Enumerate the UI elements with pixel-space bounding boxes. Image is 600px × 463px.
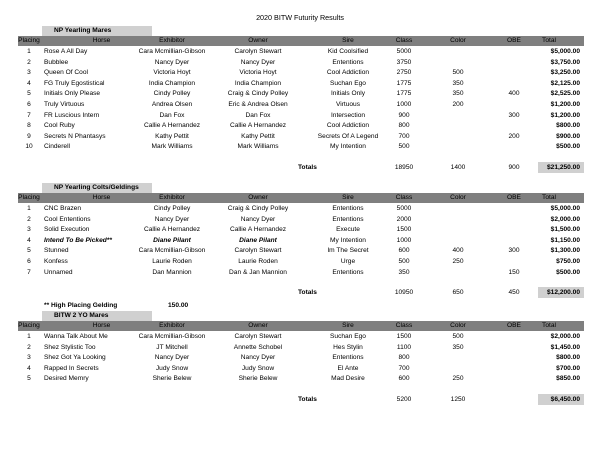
column-header-color: Color <box>450 194 466 201</box>
column-header-exhibitor: Exhibitor <box>159 194 185 201</box>
cell-horse: Stunned <box>44 247 69 255</box>
cell-class: 800 <box>398 122 410 130</box>
cell-owner: Callie A Hernandez <box>229 226 287 234</box>
cell-horse: Queen Of Cool <box>44 69 88 77</box>
cell-exhibitor: JT Mitchell <box>156 343 188 351</box>
cell-total: $1,300.00 <box>550 247 580 255</box>
cell-placing: 4 <box>27 364 31 372</box>
table-header-row <box>18 36 584 46</box>
cell-exhibitor: Laurie Roden <box>152 258 192 265</box>
cell-owner: Nancy Dyer <box>240 215 276 223</box>
cell-placing: 10 <box>25 143 33 151</box>
cell-class: 700 <box>398 132 410 140</box>
table-row <box>18 100 584 110</box>
table-header-row <box>18 193 584 203</box>
column-header-class: Class <box>395 37 413 44</box>
totals-class: 18950 <box>394 164 414 171</box>
cell-placing: 3 <box>27 226 31 234</box>
cell-color: 200 <box>452 101 464 108</box>
cell-class: 1000 <box>396 236 412 244</box>
cell-owner: Eric & Andrea Olsen <box>228 101 288 108</box>
column-header-placing: Placing <box>18 37 40 44</box>
table-row <box>18 111 584 121</box>
cell-sire: Cool Addiction <box>326 69 370 77</box>
cell-class: 900 <box>398 111 410 119</box>
cell-horse: CNC Brazen <box>44 205 82 212</box>
table-row <box>18 204 584 214</box>
cell-exhibitor: Mark Williams <box>151 143 193 151</box>
cell-placing: 4 <box>27 236 31 244</box>
cell-placing: 7 <box>27 111 31 119</box>
column-header-exhibitor: Exhibitor <box>159 37 185 44</box>
cell-color: 500 <box>452 69 464 77</box>
cell-owner: Nancy Dyer <box>240 354 276 362</box>
cell-total: $500.00 <box>556 143 580 151</box>
totals-obe: 900 <box>508 164 520 171</box>
cell-sire: Ententions <box>332 215 364 223</box>
cell-class: 2750 <box>396 69 412 77</box>
totals-total: $21,250.00 <box>546 164 580 171</box>
cell-exhibitor: Sherie Belew <box>152 375 192 383</box>
cell-exhibitor: Dan Mannion <box>152 268 192 276</box>
cell-class: 600 <box>398 375 410 383</box>
cell-total: $900.00 <box>556 132 580 140</box>
cell-total: $500.00 <box>556 268 580 276</box>
cell-horse: Bubblee <box>44 58 69 66</box>
column-header-class: Class <box>395 194 413 201</box>
cell-sire: Kid Coolsified <box>327 48 369 55</box>
totals-total: $6,450.00 <box>550 396 580 403</box>
cell-placing: 1 <box>27 48 31 55</box>
cell-total: $3,750.00 <box>550 58 580 66</box>
table-row <box>18 257 584 267</box>
cell-total: $1,200.00 <box>550 111 580 119</box>
cell-class: 3750 <box>396 58 412 66</box>
table-row <box>18 89 584 99</box>
cell-horse: Secrets N Phantasys <box>44 132 106 140</box>
cell-exhibitor: Cindy Polley <box>153 90 191 98</box>
cell-total: $700.00 <box>556 364 580 372</box>
cell-owner: India Champion <box>234 79 282 87</box>
cell-owner: Callie A Hernandez <box>229 122 287 130</box>
column-header-sire: Sire <box>342 37 354 44</box>
cell-sire: Execute <box>336 226 360 234</box>
cell-exhibitor: Cindy Polley <box>153 205 191 212</box>
totals-row <box>18 288 584 298</box>
cell-total: $800.00 <box>556 354 580 362</box>
cell-sire: Hes Stylin <box>333 343 363 351</box>
cell-owner: Diane Pilant <box>239 236 277 244</box>
cell-color: 350 <box>452 79 464 87</box>
cell-sire: Suchan Ego <box>330 333 366 340</box>
table-row <box>18 58 584 68</box>
cell-color: 250 <box>452 375 464 383</box>
column-header-owner: Owner <box>248 194 268 201</box>
cell-exhibitor: Diane Pilant <box>153 236 191 244</box>
cell-class: 1500 <box>396 226 412 234</box>
cell-placing: 5 <box>27 375 31 383</box>
table-row <box>18 215 584 225</box>
cell-horse: Shez Got Ya Looking <box>44 354 106 362</box>
cell-exhibitor: Cara Mcmillian-Gibson <box>138 333 206 340</box>
cell-placing: 1 <box>27 205 31 212</box>
table-row <box>18 343 584 353</box>
cell-sire: Suchan Ego <box>330 79 366 87</box>
cell-horse: FG Truly Egostistical <box>44 79 105 87</box>
cell-sire: Im The Secret <box>327 247 369 255</box>
cell-obe: 300 <box>508 247 520 255</box>
cell-class: 1000 <box>396 101 412 108</box>
cell-class: 500 <box>398 143 410 151</box>
table-row <box>18 268 584 278</box>
cell-horse: Wanna Talk About Me <box>44 333 108 340</box>
cell-class: 5000 <box>396 205 412 212</box>
column-header-owner: Owner <box>248 322 268 329</box>
cell-exhibitor: Kathy Pettit <box>155 132 189 140</box>
cell-color: 350 <box>452 90 464 98</box>
cell-exhibitor: India Champion <box>148 79 196 87</box>
cell-owner: Judy Snow <box>241 364 275 372</box>
cell-horse: Cool Ententions <box>44 215 91 223</box>
cell-placing: 1 <box>27 333 31 340</box>
cell-horse: Intend To Be Picked** <box>44 236 112 244</box>
totals-class: 10950 <box>394 289 414 297</box>
column-header-total: Total <box>542 37 556 44</box>
table-row <box>18 47 584 57</box>
cell-obe: 200 <box>508 132 520 140</box>
cell-horse: FR Luscious Intern <box>44 111 100 119</box>
cell-obe: 300 <box>508 111 520 119</box>
cell-placing: 3 <box>27 354 31 362</box>
cell-obe: 150 <box>508 268 520 276</box>
column-header-total: Total <box>542 194 556 201</box>
cell-total: $5,000.00 <box>550 205 580 212</box>
column-header-obe: OBE <box>507 194 521 201</box>
cell-horse: Cool Ruby <box>44 122 75 130</box>
cell-horse: Desired Memry <box>44 375 89 383</box>
cell-class: 800 <box>398 354 410 362</box>
column-header-horse: Horse <box>92 194 111 201</box>
section-title: NP Yearling Mares <box>42 26 152 36</box>
column-header-sire: Sire <box>342 322 354 329</box>
cell-total: $2,000.00 <box>550 333 580 340</box>
cell-placing: 4 <box>27 79 31 87</box>
cell-exhibitor: Cara Mcmillian-Gibson <box>138 247 206 255</box>
column-header-placing: Placing <box>18 322 40 329</box>
cell-placing: 6 <box>27 258 31 265</box>
cell-total: $5,000.00 <box>550 48 580 55</box>
totals-color: 1250 <box>450 396 466 403</box>
cell-exhibitor: Andrea Olsen <box>151 101 193 108</box>
table-row <box>18 374 584 384</box>
totals-label: Totals <box>298 289 317 297</box>
cell-total: $1,200.00 <box>550 101 580 108</box>
cell-horse: Unnamed <box>44 268 73 276</box>
table-row <box>18 332 584 342</box>
cell-horse: Truly Virtuous <box>44 101 85 108</box>
cell-exhibitor: Nancy Dyer <box>154 58 190 66</box>
cell-total: $2,000.00 <box>550 215 580 223</box>
totals-row <box>18 395 584 405</box>
cell-class: 2000 <box>396 215 412 223</box>
cell-horse: Konfess <box>44 258 68 265</box>
column-header-obe: OBE <box>507 322 521 329</box>
cell-sire: My Intention <box>330 236 366 244</box>
cell-total: $850.00 <box>556 375 580 383</box>
cell-owner: Sherie Belew <box>238 375 278 383</box>
column-header-color: Color <box>450 37 466 44</box>
table-row <box>18 236 584 246</box>
cell-owner: Dan & Jan Mannion <box>229 268 287 276</box>
table-header-row <box>18 321 584 331</box>
cell-class: 500 <box>398 258 410 265</box>
column-header-color: Color <box>450 322 466 329</box>
cell-owner: Carolyn Stewart <box>234 247 282 255</box>
column-header-horse: Horse <box>92 322 111 329</box>
cell-total: $3,250.00 <box>550 69 580 77</box>
cell-owner: Carolyn Stewart <box>234 48 282 55</box>
cell-class: 5000 <box>396 48 412 55</box>
cell-sire: Ententions <box>332 205 364 212</box>
cell-owner: Victoria Hoyt <box>239 69 277 77</box>
page-title: 2020 BITW Futurity Results <box>256 13 344 22</box>
cell-color: 350 <box>452 343 464 351</box>
column-header-owner: Owner <box>248 37 268 44</box>
cell-placing: 9 <box>27 132 31 140</box>
note-label: ** High Placing Gelding <box>44 302 118 310</box>
table-row <box>18 353 584 363</box>
cell-placing: 5 <box>27 247 31 255</box>
cell-placing: 7 <box>27 268 31 276</box>
cell-total: $750.00 <box>556 258 580 265</box>
cell-owner: Mark Williams <box>237 143 279 151</box>
cell-placing: 5 <box>27 90 31 98</box>
cell-class: 600 <box>398 247 410 255</box>
table-row <box>18 79 584 89</box>
cell-obe: 400 <box>508 90 520 98</box>
section-title: NP Yearling Colts/Geldings <box>42 183 152 193</box>
cell-total: $1,150.00 <box>550 236 580 244</box>
cell-exhibitor: Judy Snow <box>155 364 189 372</box>
cell-class: 1500 <box>396 333 412 340</box>
totals-label: Totals <box>298 164 317 171</box>
cell-class: 1775 <box>396 79 412 87</box>
table-row <box>18 121 584 131</box>
cell-placing: 6 <box>27 101 31 108</box>
totals-obe: 450 <box>508 289 520 297</box>
cell-color: 250 <box>452 258 464 265</box>
cell-owner: Laurie Roden <box>238 258 278 265</box>
table-row <box>18 246 584 256</box>
cell-exhibitor: Callie A Hernandez <box>143 226 201 234</box>
cell-horse: Rapped In Secrets <box>44 364 99 372</box>
cell-sire: Mad Desire <box>331 375 365 383</box>
cell-sire: Ententions <box>332 268 364 276</box>
cell-horse: Cinderell <box>44 143 71 151</box>
totals-class: 5200 <box>396 396 412 403</box>
table-row <box>18 132 584 142</box>
totals-label: Totals <box>298 396 317 403</box>
column-header-total: Total <box>542 322 556 329</box>
cell-horse: Shez Stylistic Too <box>44 343 96 351</box>
cell-placing: 2 <box>27 343 31 351</box>
column-header-horse: Horse <box>92 37 111 44</box>
cell-exhibitor: Nancy Dyer <box>154 354 190 362</box>
column-header-obe: OBE <box>507 37 521 44</box>
cell-owner: Carolyn Stewart <box>234 333 282 340</box>
cell-exhibitor: Dan Fox <box>159 111 185 119</box>
cell-owner: Kathy Pettit <box>241 132 275 140</box>
totals-row <box>18 163 584 173</box>
cell-total: $1,500.00 <box>550 226 580 234</box>
column-header-exhibitor: Exhibitor <box>159 322 185 329</box>
cell-total: $800.00 <box>556 122 580 130</box>
cell-placing: 3 <box>27 69 31 77</box>
cell-exhibitor: Callie A Hernandez <box>143 122 201 130</box>
cell-exhibitor: Cara Mcmillian-Gibson <box>138 48 206 55</box>
cell-owner: Dan Fox <box>245 111 271 119</box>
cell-color: 500 <box>452 333 464 340</box>
column-header-placing: Placing <box>18 194 40 201</box>
cell-total: $2,125.00 <box>550 79 580 87</box>
cell-class: 700 <box>398 364 410 372</box>
totals-color: 650 <box>452 289 464 297</box>
cell-sire: Urge <box>340 258 356 265</box>
totals-total: $12,200.00 <box>546 289 580 297</box>
cell-placing: 2 <box>27 58 31 66</box>
cell-sire: Secrets Of A Legend <box>317 132 379 140</box>
cell-sire: Virtuous <box>335 101 361 108</box>
table-row <box>18 68 584 78</box>
cell-sire: Intersection <box>330 111 366 119</box>
column-header-class: Class <box>395 322 413 329</box>
table-row <box>18 225 584 235</box>
cell-sire: Cool Addiction <box>326 122 370 130</box>
cell-owner: Craig & Cindy Polley <box>227 90 289 98</box>
cell-sire: Initials Only <box>330 90 366 98</box>
cell-placing: 2 <box>27 215 31 223</box>
cell-horse: Solid Execution <box>44 226 90 234</box>
cell-class: 1100 <box>396 343 412 351</box>
totals-color: 1400 <box>450 164 466 171</box>
cell-total: $2,525.00 <box>550 90 580 98</box>
cell-placing: 8 <box>27 122 31 130</box>
cell-exhibitor: Nancy Dyer <box>154 215 190 223</box>
cell-sire: El Ante <box>337 364 359 372</box>
section-title: BITW 2 YO Mares <box>42 311 152 321</box>
cell-color: 400 <box>452 247 464 255</box>
cell-owner: Annette Schobel <box>233 343 283 351</box>
cell-owner: Nancy Dyer <box>240 58 276 66</box>
cell-sire: Ententions <box>332 58 364 66</box>
table-row <box>18 142 584 152</box>
cell-class: 1775 <box>396 90 412 98</box>
cell-total: $1,450.00 <box>550 343 580 351</box>
note-value: 150.00 <box>168 302 189 310</box>
column-header-sire: Sire <box>342 194 354 201</box>
cell-exhibitor: Victoria Hoyt <box>153 69 191 77</box>
cell-horse: Rose A All Day <box>44 48 88 55</box>
cell-horse: Initials Only Please <box>44 90 101 98</box>
table-row <box>18 364 584 374</box>
cell-sire: My Intention <box>330 143 366 151</box>
cell-sire: Ententions <box>332 354 364 362</box>
cell-class: 350 <box>398 268 410 276</box>
cell-owner: Craig & Cindy Polley <box>227 205 289 212</box>
